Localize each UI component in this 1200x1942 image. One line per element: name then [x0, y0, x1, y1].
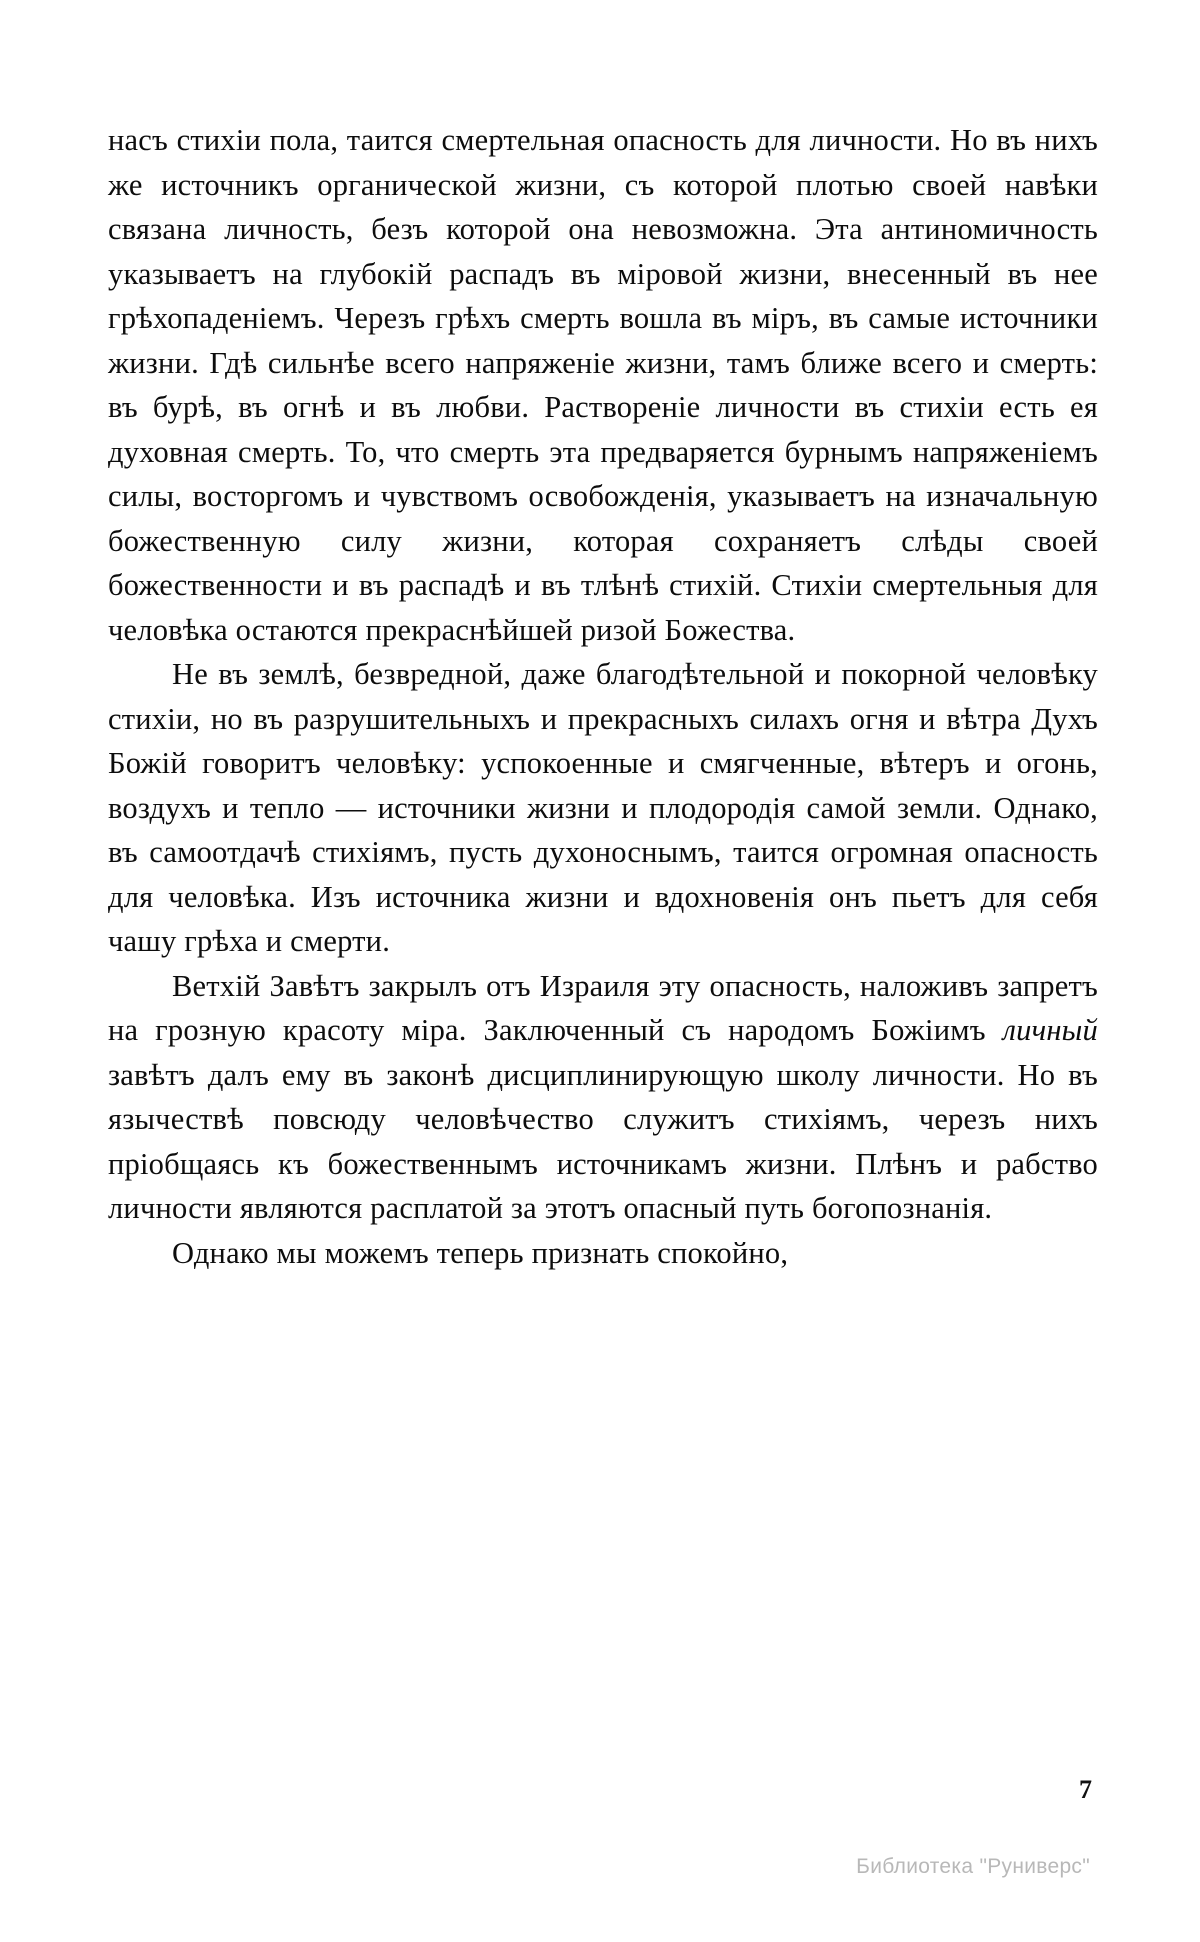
- paragraph-4: Однако мы можемъ теперь признать спокойно,: [172, 1235, 789, 1270]
- page-number: 7: [1079, 1775, 1092, 1804]
- body-text: [108, 118, 1098, 1275]
- paragraph-2: Не въ землѣ, безвредной, даже благодѣтельной и покорной человѣку стихіи, но въ разрушительныхъ и прекрасныхъ силахъ огня и вѣтра Духъ Божій говоритъ человѣку: успокоенные и смягченные, вѣтеръ и огонь, воздухъ и тепло — источники жизни и плодородія самой земли. Однако, въ самоотдачѣ стихіямъ, пусть духоноснымъ, таится огромная опасность для человѣка. Изъ источника жизни и вдохновенія онъ пьетъ для себя чашу грѣха и смерти.: [108, 657, 1098, 958]
- paragraph-3: [108, 964, 1098, 1231]
- paragraph-3-part-2: завѣтъ далъ ему въ законѣ дисциплинирующую школу личности. Но въ язычествѣ повсюду человѣчество служитъ стихіямъ, черезъ нихъ пріобщаясь къ божественнымъ источникамъ жизни. Плѣнъ и рабство личности являются расплатой за этотъ опасный путь богопознанія.: [108, 1057, 1098, 1225]
- paragraph-3-emphasis: личный: [1002, 1013, 1098, 1047]
- paragraph-1: насъ стихіи пола, таится смертельная опасность для личности. Но въ нихъ же источникъ органической жизни, съ которой плотью своей навѣки связана личность, безъ которой она невозможна. Эта антиномичность указываетъ на глубокій распадъ въ міровой жизни, внесенный въ нее грѣхопаденіемъ. Черезъ грѣхъ смерть вошла въ міръ, въ самые источники жизни. Гдѣ сильнѣе всего напряженіе жизни, тамъ ближе всего и смерть: въ бурѣ, въ огнѣ и въ любви. Растворeніе личности въ стихіи есть ея духовная смерть. То, что смерть эта предваряется бурнымъ напряженіемъ силы, восторгомъ и чувствомъ освобожденія, указываетъ на изначальную божественную силу жизни, которая сохраняетъ слѣды своей божественности и въ распадѣ и въ тлѣнѣ стихій. Стихіи смертельныя для человѣка остаются прекраснѣйшей ризой Божества.: [108, 123, 1098, 647]
- paragraph-3-part-1: Ветхій Завѣтъ закрылъ отъ Израиля эту опасность, наложивъ запретъ на грозную красоту міра. Заключенный съ народомъ Божіимъ: [108, 968, 1098, 1047]
- library-watermark: Библиотека "Руниверс": [856, 1855, 1090, 1878]
